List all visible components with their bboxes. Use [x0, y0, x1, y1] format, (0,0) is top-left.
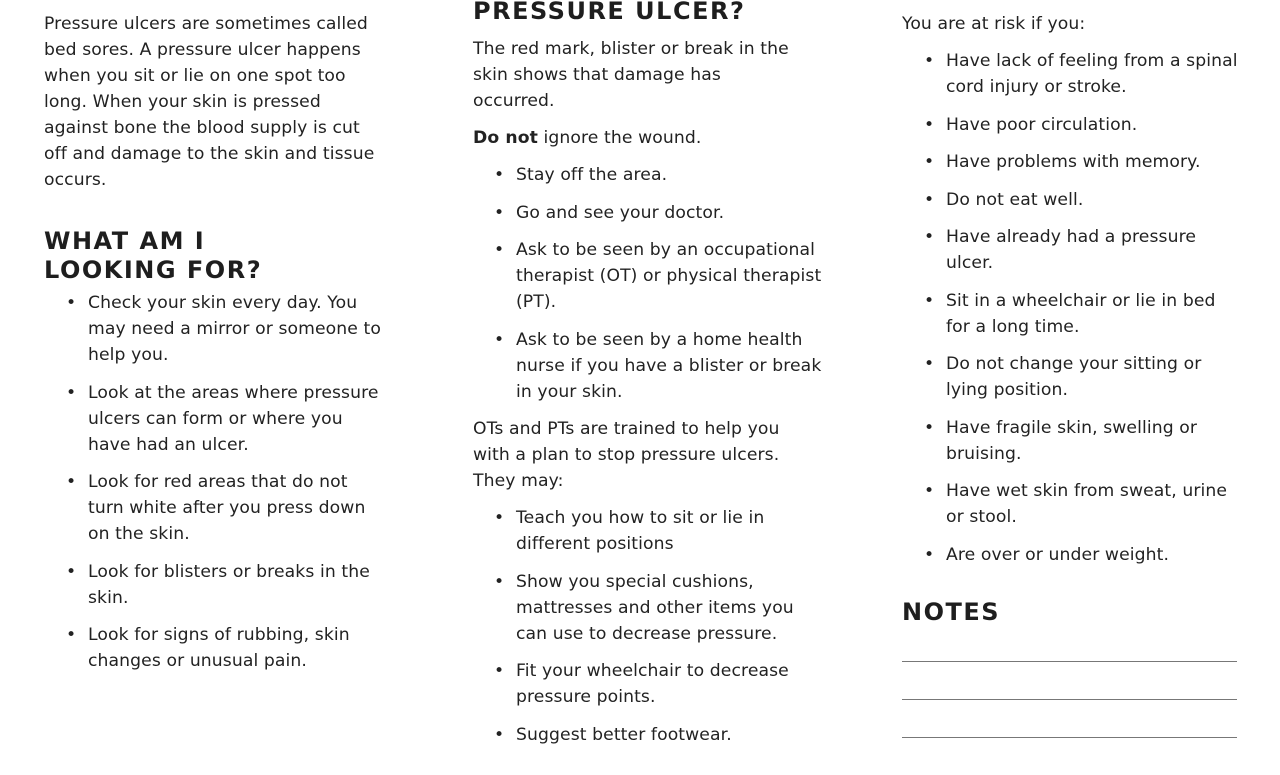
list-item — [924, 542, 1242, 568]
list-item — [924, 288, 1242, 340]
list-item — [66, 469, 388, 547]
list-item — [66, 290, 388, 368]
list-item-text: Sit in a wheelchair or lie in bed for a long time. — [946, 290, 1216, 337]
damage-paragraph: The red mark, blister or break in the skin shows that damage has occurred. — [473, 39, 789, 111]
do-not-bold: Do not — [473, 128, 538, 148]
bullet-glyph: • — [494, 165, 505, 185]
list-item-text: Have fragile skin, swelling or bruising. — [946, 417, 1198, 464]
bullet-glyph: • — [924, 51, 935, 71]
list-item — [494, 327, 826, 405]
bullet-glyph: • — [924, 152, 935, 172]
do-not-rest: ignore the wound. — [537, 128, 702, 148]
list-item-text: Are over or under weight. — [946, 544, 1170, 565]
list-item — [66, 622, 388, 674]
intro-paragraph: Pressure ulcers are sometimes called bed sores. A pressure ulcer happens when you sit or lie on one spot too long. When your skin is pressed against bone the blood supply is cut off and damage to the skin and tissue occurs. — [44, 14, 375, 190]
wound-actions-list — [494, 162, 826, 405]
bullet-glyph: • — [924, 189, 935, 210]
section-heading-what-am-i-looking-for — [44, 227, 389, 285]
bullet-glyph: • — [66, 472, 77, 492]
list-item-text: Show you special cushions, mattresses and other items you can use to decrease pressure. — [516, 571, 794, 644]
list-item — [66, 559, 388, 611]
bullet-glyph: • — [924, 290, 935, 311]
bullet-glyph: • — [924, 481, 935, 501]
bullet-glyph: • — [66, 625, 77, 645]
bullet-glyph: • — [924, 417, 935, 438]
list-item — [924, 187, 1242, 213]
bullet-glyph: • — [494, 202, 505, 223]
list-item — [66, 380, 388, 458]
risk-intro: You are at risk if you: — [902, 14, 1086, 34]
list-item — [924, 112, 1242, 138]
bullet-glyph: • — [494, 571, 505, 592]
list-item-text: Ask to be seen by a home health nurse if you have a blister or break in your skin. — [516, 329, 822, 402]
bullet-glyph: • — [924, 354, 935, 374]
list-item — [924, 415, 1242, 467]
list-item-text: Have wet skin from sweat, urine or stool. — [946, 481, 1228, 527]
list-item-text: Teach you how to sit or lie in different positions — [516, 508, 765, 554]
list-item — [494, 722, 816, 748]
notes-lines — [902, 661, 1242, 738]
list-item — [494, 658, 816, 710]
list-item-text: Suggest better footwear. — [516, 724, 732, 745]
ot-pt-help-list — [494, 505, 816, 748]
heading-line-2: LOOKING FOR? — [44, 256, 263, 284]
column-3 — [902, 11, 1242, 775]
list-item-text: Have problems with memory. — [946, 152, 1201, 172]
list-item-text: Do not change your sitting or lying position. — [946, 354, 1202, 400]
list-item-text: Ask to be seen by an occupational therapist (OT) or physical therapist (PT). — [516, 240, 822, 312]
list-item-text: Stay off the area. — [516, 165, 668, 185]
bullet-glyph: • — [494, 508, 505, 528]
list-item-text: Look for blisters or breaks in the skin. — [88, 561, 370, 608]
list-item-text: Check your skin every day. You may need a mirror or someone to help you. — [88, 293, 381, 365]
notes-line — [902, 737, 1237, 738]
section-heading-pressure-ulcer: PRESSURE ULCER? — [473, 0, 746, 25]
list-item-text: Have lack of feeling from a spinal cord injury or stroke. — [946, 51, 1238, 97]
column-2 — [473, 0, 833, 759]
list-item — [924, 48, 1242, 100]
list-item — [924, 224, 1242, 276]
list-item — [924, 478, 1242, 530]
ot-pt-paragraph: OTs and PTs are trained to help you with a plan to stop pressure ulcers. They may: — [473, 419, 780, 491]
bullet-glyph: • — [924, 544, 935, 565]
bullet-glyph: • — [494, 329, 505, 350]
list-item — [924, 351, 1242, 403]
notes-line — [902, 699, 1237, 700]
looking-for-list — [66, 290, 388, 674]
bullet-glyph: • — [66, 293, 77, 313]
list-item-text: Look at the areas where pressure ulcers can form or where you have had an ulcer. — [88, 382, 379, 455]
column-1 — [44, 11, 389, 686]
list-item — [494, 237, 826, 315]
list-item-text: Go and see your doctor. — [516, 202, 725, 223]
list-item-text: Fit your wheelchair to decrease pressure points. — [516, 661, 789, 707]
notes-line — [902, 661, 1237, 662]
list-item — [494, 569, 816, 647]
notes-heading: NOTES — [902, 597, 1001, 626]
do-not-ignore-paragraph — [473, 125, 833, 151]
bullet-glyph: • — [494, 661, 505, 681]
bullet-glyph: • — [66, 561, 77, 582]
list-item — [494, 162, 826, 188]
list-item-text: Look for signs of rubbing, skin changes or unusual pain. — [88, 625, 350, 671]
risk-factors-list — [924, 48, 1242, 568]
bullet-glyph: • — [494, 240, 505, 260]
list-item-text: Do not eat well. — [946, 189, 1084, 210]
bullet-glyph: • — [494, 724, 505, 745]
bullet-glyph: • — [924, 227, 935, 247]
list-item-text: Look for red areas that do not turn white after you press down on the skin. — [88, 472, 366, 544]
list-item — [494, 505, 816, 557]
bullet-glyph: • — [66, 382, 77, 403]
list-item-text: Have poor circulation. — [946, 114, 1138, 135]
list-item — [924, 149, 1242, 175]
heading-line-1: WHAT AM I — [44, 227, 206, 255]
bullet-glyph: • — [924, 114, 935, 135]
list-item — [494, 200, 826, 226]
list-item-text: Have already had a pressure ulcer. — [946, 227, 1197, 273]
